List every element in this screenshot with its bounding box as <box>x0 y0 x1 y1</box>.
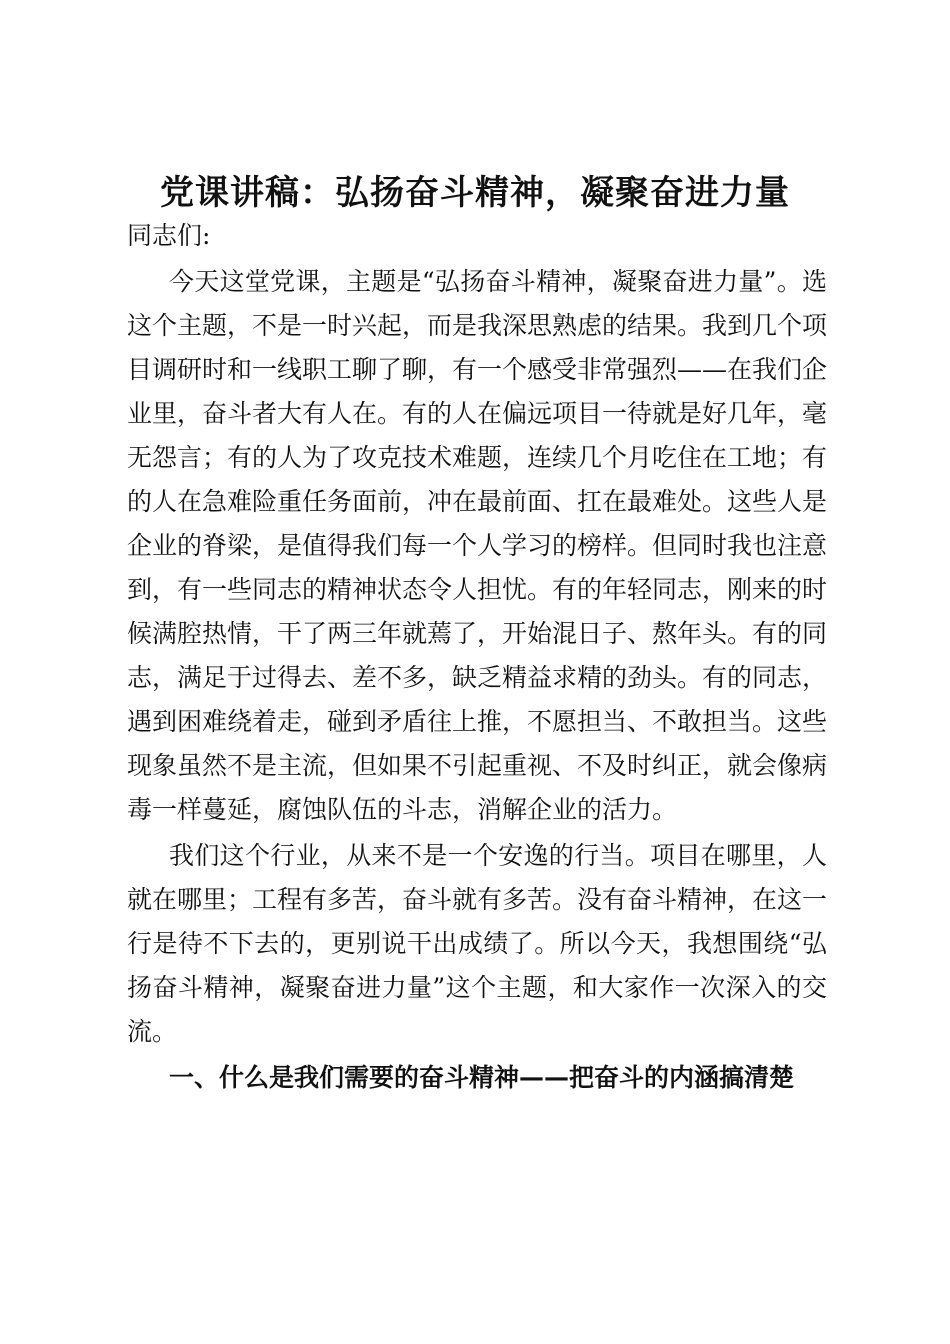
document-title: 党课讲稿：弘扬奋斗精神，凝聚奋进力量 <box>160 173 790 213</box>
document-body <box>127 214 827 1100</box>
paragraph-intro: 今天这堂党课，主题是“弘扬奋斗精神，凝聚奋进力量”。选这个主题，不是一时兴起，而是我深思熟虑的结果。我到几个项目调研时和一线职工聊了聊，有一个感受非常强烈——在我们企业里，奋斗者大有人在。有的人在偏远项目一待就是好几年，毫无怨言；有的人为了攻克技术难题，连续几个月吃住在工地；有的人在急难险重任务面前，冲在最前面、扛在最难处。这些人是企业的脊梁，是值得我们每一个人学习的榜样。但同时我也注意到，有一些同志的精神状态令人担忧。有的年轻同志，刚来的时候满腔热情，干了两三年就蔫了，开始混日子、熬年头。有的同志，满足于过得去、差不多，缺乏精益求精的劲头。有的同志，遇到困难绕着走，碰到矛盾往上推，不愿担当、不敢担当。这些现象虽然不是主流，但如果不引起重视、不及时纠正，就会像病毒一样蔓延，腐蚀队伍的斗志，消解企业的活力。 <box>127 267 828 824</box>
paragraph-industry: 我们这个行业，从来不是一个安逸的行当。项目在哪里，人就在哪里；工程有多苦，奋斗就有多苦。没有奋斗精神，在这一行是待不下去的，更别说干出成绩了。所以今天，我想围绕“弘扬奋斗精神，凝聚奋进力量”这个主题，和大家作一次深入的交流。 <box>127 841 828 1046</box>
section-heading-1: 一、什么是我们需要的奋斗精神——把奋斗的内涵搞清楚 <box>169 1063 795 1092</box>
salutation: 同志们: <box>127 221 211 250</box>
